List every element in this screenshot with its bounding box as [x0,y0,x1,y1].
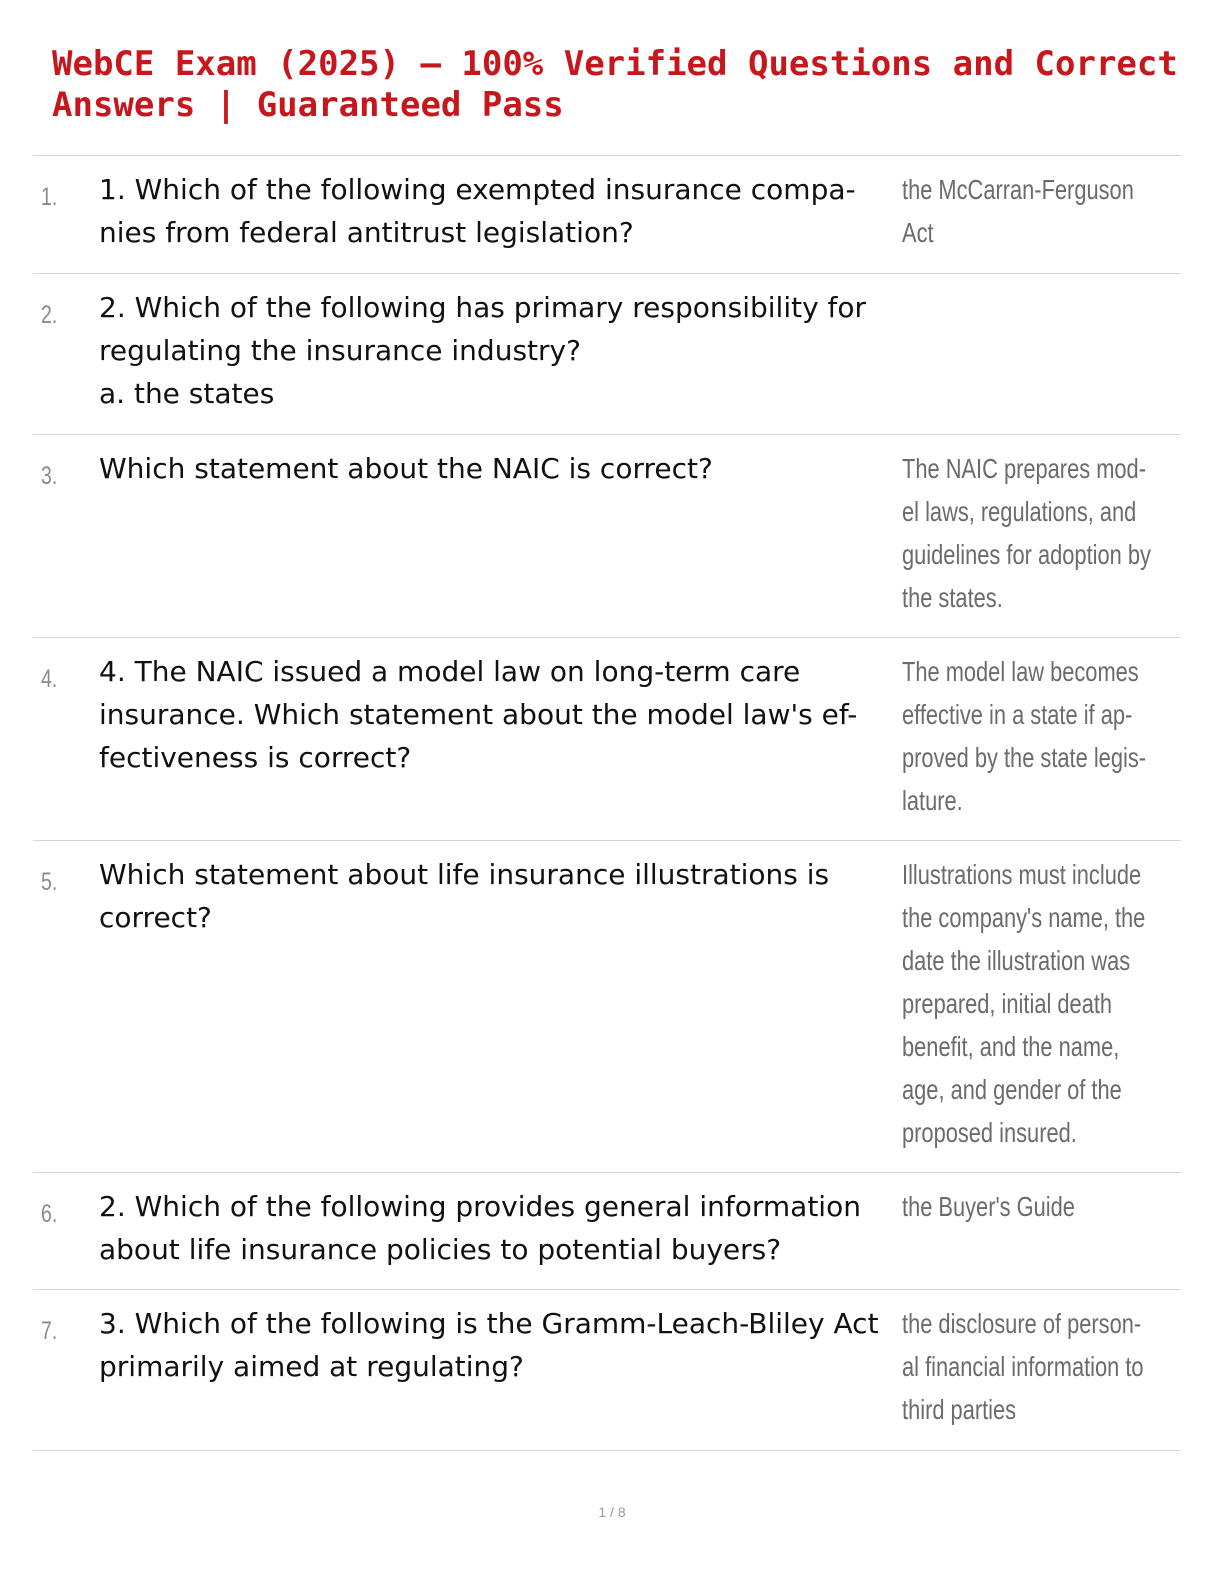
item-number: 6. [41,1200,58,1228]
question-text: Which statement about the NAIC is correct? [99,452,713,485]
qa-row [33,1173,1181,1290]
item-number: 5. [41,868,58,896]
qa-row [33,841,1181,1173]
qa-table [33,155,1181,1451]
question-text: 2. Which of the following has primary responsibility for regulating the insurance industry? a. the states [99,291,867,410]
item-number: 4. [41,665,58,693]
qa-row [33,435,1181,638]
page-indicator: 1 / 8 [598,1504,626,1520]
item-number: 1. [41,183,58,211]
qa-row [33,274,1181,435]
question-text: Which statement about life insurance illustrations is correct? [99,858,830,934]
item-number: 2. [41,301,58,329]
question-text: 2. Which of the following provides general information about life insurance policies to potential buyers? [99,1190,861,1266]
answer-text: The model law becomes effective in a state if ap- proved by the state legis- lature. [902,656,1147,816]
qa-row [33,156,1181,274]
answer-text: the McCarran-Ferguson Act [902,174,1134,248]
answer-text: Illustrations must include the company's name, the date the illustration was prepared, initial death benefit, and the name, age, and gender of the proposed insured. [902,859,1146,1148]
answer-text: The NAIC prepares mod- el laws, regulations, and guidelines for adoption by the states. [902,453,1151,613]
answer-text: the disclosure of person- al financial information to third parties [902,1308,1144,1425]
question-text: 3. Which of the following is the Gramm-Leach-Bliley Act primarily aimed at regulating? [99,1307,879,1383]
question-text: 1. Which of the following exempted insurance compa- nies from federal antitrust legislation? [99,173,856,249]
qa-row [33,1290,1181,1451]
document-title: WebCE Exam (2025) – 100% Verified Questions and Correct Answers | Guaranteed Pass [52,44,1199,125]
item-number: 3. [41,462,58,490]
item-number: 7. [41,1317,58,1345]
question-text: 4. The NAIC issued a model law on long-term care insurance. Which statement about the model law's ef- fectiveness is correct? [99,655,858,774]
answer-text: the Buyer's Guide [902,1191,1075,1222]
qa-row [33,638,1181,841]
